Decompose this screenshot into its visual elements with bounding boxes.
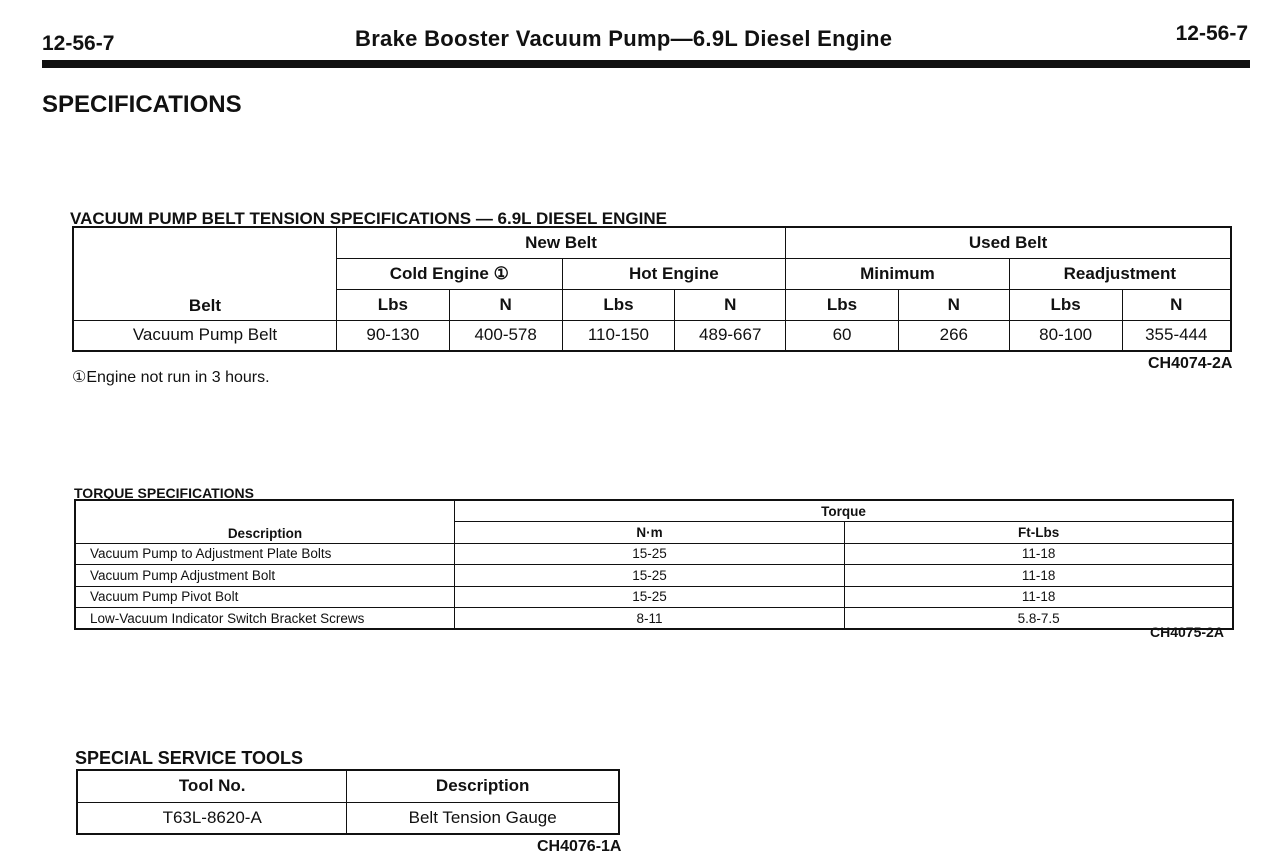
unit-header: Lbs (562, 289, 675, 320)
tool-number-header: Tool No. (77, 770, 347, 802)
value-cell: 489-667 (675, 320, 786, 351)
tools-header-row (77, 770, 619, 802)
belt-tension-table (72, 226, 1232, 352)
section-heading: SPECIFICATIONS (42, 91, 242, 118)
table-row (77, 802, 619, 834)
figure-code: CH4074-2A (1148, 355, 1233, 372)
value-cell: 266 (898, 320, 1009, 351)
value-cell: 400-578 (449, 320, 562, 351)
torque-specifications-table (74, 499, 1234, 630)
nm-cell: 8-11 (454, 608, 844, 630)
nm-header: N·m (454, 522, 844, 544)
torque-table-title: TORQUE SPECIFICATIONS (74, 485, 254, 501)
header-rule (42, 60, 1250, 68)
nm-cell: 15-25 (454, 543, 844, 565)
nm-cell: 15-25 (454, 586, 844, 608)
tool-description-cell: Belt Tension Gauge (347, 802, 619, 834)
ftlbs-cell: 11-18 (845, 586, 1233, 608)
hot-engine-header: Hot Engine (562, 258, 786, 289)
torque-header-row-1 (75, 500, 1233, 522)
ftlbs-cell: 11-18 (845, 565, 1233, 587)
figure-code: CH4076-1A (537, 838, 622, 855)
table-row (75, 543, 1233, 565)
description-cell: Low-Vacuum Indicator Switch Bracket Screws (75, 608, 454, 630)
unit-header: N (1122, 289, 1231, 320)
table-row (75, 565, 1233, 587)
description-cell: Vacuum Pump Pivot Bolt (75, 586, 454, 608)
cold-engine-header: Cold Engine ① (336, 258, 562, 289)
belt-name-cell: Vacuum Pump Belt (73, 320, 336, 351)
new-belt-header: New Belt (336, 227, 785, 258)
nm-cell: 15-25 (454, 565, 844, 587)
description-cell: Vacuum Pump Adjustment Bolt (75, 565, 454, 587)
page-number-left: 12-56-7 (42, 32, 115, 55)
unit-header: N (449, 289, 562, 320)
unit-header: Lbs (336, 289, 449, 320)
page-title: Brake Booster Vacuum Pump—6.9L Diesel Engine (355, 26, 893, 51)
value-cell: 110-150 (562, 320, 675, 351)
table-row (73, 320, 1231, 351)
description-column-header: Description (75, 500, 454, 543)
value-cell: 90-130 (336, 320, 449, 351)
ftlbs-cell: 5.8-7.5 (845, 608, 1233, 630)
belt-column-header: Belt (73, 227, 336, 320)
torque-header: Torque (454, 500, 1233, 522)
unit-header: N (898, 289, 1009, 320)
page-number-right: 12-56-7 (1175, 22, 1248, 45)
table-row (75, 608, 1233, 630)
value-cell: 355-444 (1122, 320, 1231, 351)
ftlbs-cell: 11-18 (845, 543, 1233, 565)
tool-description-header: Description (347, 770, 619, 802)
belt-header-row-1 (73, 227, 1231, 258)
value-cell: 80-100 (1009, 320, 1122, 351)
value-cell: 60 (786, 320, 899, 351)
tools-table-title: SPECIAL SERVICE TOOLS (75, 748, 304, 768)
table-row (75, 586, 1233, 608)
special-service-tools-table (76, 769, 620, 835)
belt-footnote: ①Engine not run in 3 hours. (72, 369, 270, 386)
readjustment-header: Readjustment (1009, 258, 1231, 289)
minimum-header: Minimum (786, 258, 1010, 289)
figure-code: CH4075-2A (1150, 624, 1224, 640)
used-belt-header: Used Belt (786, 227, 1231, 258)
ftlbs-header: Ft-Lbs (845, 522, 1233, 544)
description-cell: Vacuum Pump to Adjustment Plate Bolts (75, 543, 454, 565)
tool-number-cell: T63L-8620-A (77, 802, 347, 834)
unit-header: Lbs (1009, 289, 1122, 320)
belt-table-title: VACUUM PUMP BELT TENSION SPECIFICATIONS — 6.9L DIESEL ENGINE (70, 209, 667, 228)
unit-header: Lbs (786, 289, 899, 320)
unit-header: N (675, 289, 786, 320)
